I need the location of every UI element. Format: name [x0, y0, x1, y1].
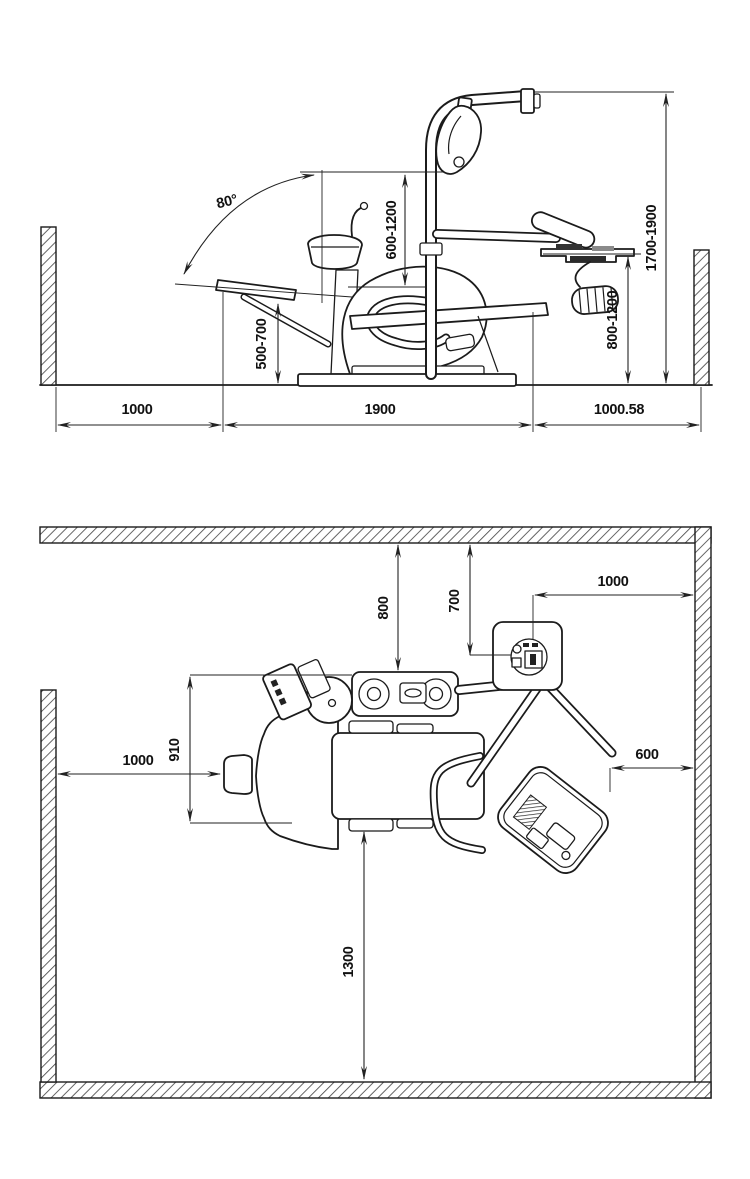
- dim-label-1000-right: 1000: [597, 574, 629, 590]
- spittoon-plan: [492, 761, 613, 878]
- utility-mark-2: [532, 643, 538, 647]
- plan-bottom-wall: [40, 1082, 711, 1098]
- armrest-pad-bottom: [349, 819, 393, 831]
- hose-coil-right-hub: [430, 688, 443, 701]
- faucet-spout: [361, 203, 368, 210]
- armrest-pad-top-2: [397, 724, 433, 733]
- side-left-wall: [41, 227, 56, 385]
- support-arm-b-inner: [544, 681, 612, 753]
- cuspidor-faucet: [351, 207, 363, 236]
- headrest-plan: [224, 755, 252, 794]
- angle-arc: [184, 175, 314, 274]
- utility-air-port: [512, 658, 521, 667]
- dim-label-tray-height: 800-1200: [605, 290, 621, 350]
- dim-label-600: 600: [635, 747, 659, 763]
- dental-chair-plan: [224, 703, 484, 850]
- backrest-plan: [256, 703, 338, 849]
- chair-base-plate: [298, 374, 516, 386]
- utility-mark-1: [523, 643, 529, 647]
- seat-plan: [332, 733, 484, 819]
- tray-handle: [592, 246, 614, 251]
- utility-box: [493, 622, 562, 690]
- dim-label-left-clearance: 1000: [121, 402, 153, 418]
- support-arm-c-inner: [471, 683, 541, 783]
- dim-tray-height: [543, 254, 641, 383]
- plan-view: [40, 527, 711, 1098]
- plan-right-wall: [695, 527, 711, 1098]
- dim-spittoon-to-wall: [610, 747, 693, 792]
- lamp-arm-end: [521, 89, 534, 113]
- dim-label-right-clearance: 1000.58: [593, 402, 645, 418]
- armrest-pad-bottom-2: [397, 819, 433, 828]
- side-right-wall: [694, 250, 709, 385]
- dim-label-overall-height: 1700-1900: [644, 204, 660, 272]
- dim-label-700: 700: [447, 589, 463, 613]
- dim-label-light-height: 600-1200: [384, 200, 400, 260]
- armrest-pad-top: [349, 721, 393, 733]
- utility-power-pin: [530, 654, 536, 665]
- dim-unit-to-wall: [376, 545, 398, 670]
- utility-water-port: [513, 645, 521, 653]
- side-elevation-view: [40, 89, 712, 432]
- doctor-stool-hub: [329, 700, 336, 707]
- delivery-arm-inner: [437, 234, 556, 238]
- hose-coil-left-hub: [368, 688, 381, 701]
- lamp-pivot: [454, 157, 464, 167]
- dim-chair-to-bottom-wall: [341, 832, 364, 1079]
- dim-label-seat-height: 500-700: [254, 318, 270, 370]
- dim-label-910: 910: [167, 738, 183, 762]
- rail-support: [478, 316, 498, 372]
- plan-top-wall: [40, 527, 711, 543]
- dim-label-800: 800: [376, 596, 392, 620]
- dim-label-angle: 80°: [214, 191, 240, 213]
- tray-underside: [570, 256, 606, 262]
- tray-pad: [556, 244, 582, 250]
- plan-left-wall: [41, 690, 56, 1082]
- pole-collar: [420, 243, 442, 255]
- dim-wall-to-headrest: [58, 753, 220, 774]
- control-panel-dial: [405, 689, 421, 697]
- dim-label-1000-left: 1000: [122, 753, 154, 769]
- suction-arm: [575, 262, 590, 287]
- lamp-arm-cap: [534, 94, 540, 108]
- dim-label-1300: 1300: [341, 946, 357, 978]
- dim-label-chair-length: 1900: [364, 402, 396, 418]
- cuspidor-bowl: [308, 235, 362, 269]
